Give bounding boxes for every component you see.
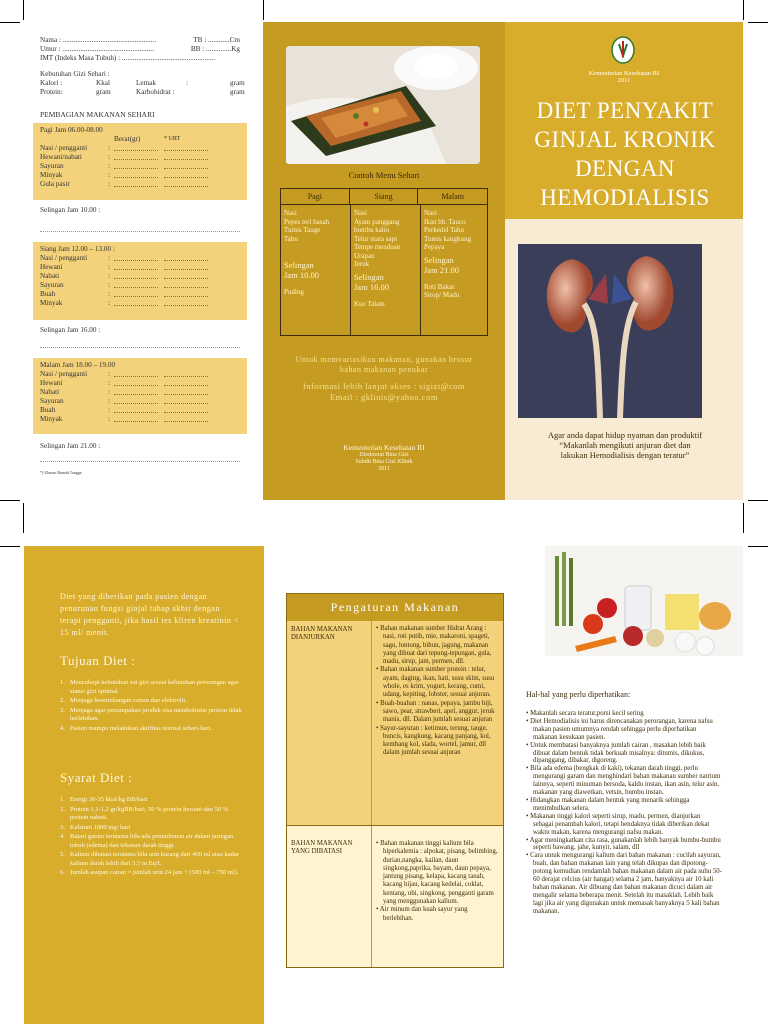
bullet-item: • Agar meningkatkan cita rasa, gunakanlah lebih banyak bumbu-bumbu seperti bawang, jahe, kunyit, salam, dll <box>526 836 721 852</box>
bullet-text: Bahan makanan tinggi kalium bila hiperkalemia : alpokat, pisang, belimbing, durian,nangka, kailan, daun singkong,paprika, bayam, daun pepaya, jantung pisang, kelapa, kacang tanah, kacang hijau, kacang kedelai, coklat, kentang, ubi, singkong, pengganti garam yang menggunakan kalium. <box>380 840 498 906</box>
colon: : <box>108 290 110 298</box>
bullet-text: Bahan makanan sumber protein : telur, ayam, daging, ikan, hati, susu skim, susu whole, es krim, yogurt, kerang, cumi, udang, kepiting, lobster, sesuai anjuran. <box>380 666 495 699</box>
meal-row <box>40 162 240 171</box>
list-number: 1. <box>60 679 65 686</box>
list-text: Pasien mampu melakukan aktifitas normal sehari-hari. <box>70 724 212 732</box>
colon: : <box>108 299 110 307</box>
email-link: Email : gklinis@yahoo.com <box>330 392 438 402</box>
blank-urt <box>164 180 208 187</box>
colon: : <box>108 171 110 179</box>
colon: : <box>108 272 110 280</box>
meal-row <box>40 254 240 263</box>
blank-urt <box>164 263 208 270</box>
meal-malam <box>33 358 247 434</box>
meal-plan-form <box>40 36 245 476</box>
label-gram: gram <box>230 79 245 87</box>
label-colon: : <box>186 79 188 87</box>
bullet-text: Bila ada edema (bengkak di kaki), tekanan darah tinggi, perlu mengurangi garam dan menghindari bahan makanan sumber natrium lainnya, seperti minuman bersoda, kaldu instan, ikan asin, telur asin, makanan yang diawetkan, vetsin, bumbu instan. <box>530 765 721 797</box>
meal-row <box>40 263 240 272</box>
crop-mark <box>263 0 264 20</box>
list-text: Kalium dibatasi terutama bila urin kurang dari 400 ml atau kadar kalium darah lebih dari 5,5 m Eq/L <box>70 851 239 867</box>
blank-urt <box>164 290 208 297</box>
meal-item-label: Minyak <box>40 415 63 423</box>
bullet-text: Air minum dan kuah sayur yang berlebihan. <box>379 906 468 922</box>
crop-mark <box>748 546 768 547</box>
list-item <box>60 824 246 833</box>
blank-berat <box>114 299 158 306</box>
colon: : <box>108 254 110 262</box>
variasi-note: Untuk memvariasikan makanan, gunakan brosur bahan makanan penukar <box>295 355 473 374</box>
meal-row <box>40 144 240 153</box>
title-line: GINJAL KRONIK <box>534 127 716 152</box>
list-number: 2. <box>60 805 65 813</box>
crop-mark <box>743 503 744 533</box>
meal-row <box>40 388 240 397</box>
title-line: DIET PENYAKIT <box>536 98 714 123</box>
blank-urt <box>164 379 208 386</box>
cover-title <box>515 96 735 212</box>
meal-row <box>40 180 240 189</box>
food-photo <box>286 46 480 164</box>
meal-row <box>40 290 240 299</box>
menu-malam-snack: Roti Bakar Sirop/ Madu <box>424 282 460 299</box>
colon: : <box>108 144 110 152</box>
crop-mark <box>743 0 744 20</box>
label-gram: gram <box>96 88 111 96</box>
meal-item-label: Nasi / pengganti <box>40 370 88 378</box>
colon: : <box>108 162 110 170</box>
list-text: Menjaga keseimbangan cairan dan elektrolit. <box>70 697 187 704</box>
colon: : <box>108 281 110 289</box>
section-pembagian: PEMBAGIAN MAKANAN SEHARI <box>40 110 155 119</box>
meal-item-label: Minyak <box>40 299 63 307</box>
label-lemak: Lemak <box>136 79 156 87</box>
label-dianjurkan: BAHAN MAKANAN DIANJURKAN <box>287 621 371 825</box>
bullet-item: • Cara untuk mengurangi kalium dari bahan makanan : cucilah sayuran, buah, dan bahan makanan lain yang telah dikupas dan dipotong-potong kemudian rendamlah bahan makanan dalam air pada suhu 50-60 derajat celcius (air hangat) selama 2 jam, banyaknya air 10 kali bahan makanan. Air dibuang dan bahan makanan dicuci dalam air mengalir selama beberapa menit. Setelah itu masaklah. Lebih baik lagi jika air yang digunakan untuk memasak banyaknya 5 kali bahan makanan. <box>526 852 722 915</box>
meal-item-label: Nabati <box>40 388 60 396</box>
list-text: Kalsium 1000 mg/ hari <box>70 823 131 831</box>
meal-item-label: Nabati <box>40 272 60 280</box>
menu-heading: Contoh Menu Sehari <box>348 170 420 180</box>
meal-row <box>40 397 240 406</box>
blank-berat <box>114 144 158 151</box>
list-number: 2. <box>60 697 65 704</box>
list-number: 3. <box>60 823 65 831</box>
list-number: 4. <box>60 833 65 840</box>
meal-siang-title: Siang Jam 12.00 – 13.00 : <box>40 245 115 253</box>
list-number: 6. <box>60 869 65 876</box>
label-kkal: Kkal <box>96 79 110 87</box>
kemenkes-label: Kementerian Kesehatan RI <box>343 443 425 452</box>
meal-item-label: Buah <box>40 406 56 414</box>
menu-pagi-items: Nasi Pepes teri basah Tumis Tauge Tahu <box>284 209 330 243</box>
col-urt: * URT <box>164 136 181 142</box>
meal-item-label: Sayuran <box>40 162 64 170</box>
blank-berat <box>114 281 158 288</box>
form-kebutuhan: Kebutuhan Gizi Sehari : <box>40 70 110 78</box>
blank-urt <box>164 254 208 261</box>
bullet-item: • Sayur-sayuran : ketimun, terung, tauge, buncis, kangkung, kacang panjang, kol, kembang kol, slada, wortel, jamur, dll dalam jumlah sesuai anjuran <box>376 724 491 757</box>
list-item <box>60 796 246 805</box>
label-kalori: Kalori : <box>40 79 63 87</box>
blank-berat <box>114 272 158 279</box>
tujuan-title: Tujuan Diet : <box>60 653 136 668</box>
meal-pagi <box>33 123 247 200</box>
meal-siang <box>33 242 247 320</box>
subdit-label: Subdit Bina Gizi Klinik <box>355 459 413 465</box>
diet-intro: Diet yang diberikan pada pasien dengan penurunan fungsi ginjal tahap akhir dengan terapi pengganti, jika hasil tes kliren kreatinin < 15 ml/ menit. <box>60 592 239 637</box>
blank-berat <box>114 379 158 386</box>
colon: : <box>108 388 110 396</box>
blank-berat <box>114 370 158 377</box>
title-line: HEMODIALISIS <box>540 185 710 210</box>
crop-mark <box>0 546 20 547</box>
blank-berat <box>114 263 158 270</box>
diet-info-panel <box>24 546 264 1024</box>
bullet-text: Makanan tinggi kalori seperti sirup, madu, permen, dianjurkan sebagai penambah kalori, tetapi hendaknya tidak diberikan dekat waktu makan, karena mengurangi nafsu makan. <box>530 812 710 836</box>
col-malam: Malam <box>441 192 464 201</box>
bullet-item: • Makanan tinggi kalori seperti sirup, madu, permen, dianjurkan sebagai penambah kalori, tetapi hendaknya tidak diberikan dekat waktu makan, karena mengurangi nafsu makan. <box>526 812 710 836</box>
meal-row <box>40 299 240 308</box>
meal-row <box>40 281 240 290</box>
blank-berat <box>114 180 158 187</box>
bullet-text: Hidangkan makanan dalam bentuk yang menarik sehingga menimbulkan selera. <box>530 796 690 812</box>
menu-pagi-snack: Puding <box>284 288 304 296</box>
colon: : <box>108 397 110 405</box>
footnote-urt: *) Ukuran Rumah Tangga <box>40 470 82 475</box>
bullet-text: Diet Hemodialisis ini harus direncanakan perorangan, karena nafsu makan pasien umumnya rendah sehingga perlu diperhatikan makanan kesukaan pasien. <box>530 717 713 741</box>
blank-berat <box>114 388 158 395</box>
blank-urt <box>164 144 208 151</box>
meal-row <box>40 171 240 180</box>
bullet-text: Sayur-sayuran : ketimun, terung, tauge, buncis, kangkung, kacang panjang, kol, kembang kol, slada, wortel, jamur, dll dalam jumlah sesuai anjuran <box>380 724 491 757</box>
blank-berat <box>114 406 158 413</box>
year-label: 2011 <box>378 466 390 472</box>
list-item <box>60 679 246 696</box>
meal-row <box>40 415 240 424</box>
blank-berat <box>114 397 158 404</box>
list-item <box>60 833 246 850</box>
bullet-text: Makanlah secara teratur,porsi kecil sering <box>530 710 644 717</box>
meal-row <box>40 272 240 281</box>
cover-ministry: Kementerian Kesehatan RI <box>588 70 660 77</box>
meal-item-label: Hewani <box>40 379 63 387</box>
meal-item-label: Buah <box>40 290 56 298</box>
menu-table <box>280 188 488 336</box>
bullet-item: • Diet Hemodialisis ini harus direncanakan perorangan, karena nafsu makan pasien umumnya rendah sehingga perlu diperhatikan makanan kesukaan pasien. <box>526 717 713 741</box>
bullet-item: • Bahan makanan sumber protein : telur, ayam, daging, ikan, hati, susu skim, susu whole, es krim, yogurt, kerang, cumi, udang, kepiting, lobster, sesuai anjuran. <box>376 666 495 699</box>
cover-year: 2011 <box>617 77 631 84</box>
bullet-text: Agar meningkatkan cita rasa, gunakanlah lebih banyak bumbu-bumbu seperti bawang, jahe, kunyit, salam, dll <box>529 836 721 852</box>
meal-item-label: Hewani <box>40 263 63 271</box>
colon: : <box>108 153 110 161</box>
blank-berat <box>114 171 158 178</box>
bullet-text: Bahan makanan sumber Hidrat Arang : nasi, roti putih, mie, makaroni, spageti, sagu, lontong, bihun, jagung, makanan yang dibuat dari tepung-tepungan, gula, madu, sirup, jam, permen, dll. <box>380 625 492 666</box>
colon: : <box>108 263 110 271</box>
label-protein: Protein: <box>40 88 63 96</box>
list-text: Energi 30-35 kkal/kg BB/hari <box>70 796 148 803</box>
form-bb: BB : ..............Kg <box>190 45 240 53</box>
crop-mark <box>748 22 768 23</box>
colon: : <box>108 370 110 378</box>
meal-pagi-title: Pagi Jam 06.00-08.00 <box>40 126 103 134</box>
bullet-text: Buah-buahan : nanas, pepaya, jambu biji, sawo, pear, strawberi, apel, anggur, jeruk manis, dll. Dalam jumlah sesuai anjuran <box>380 699 495 724</box>
form-nama: Nama : .................................................... <box>40 36 157 44</box>
crop-mark <box>0 500 20 501</box>
list-number: 1. <box>60 796 65 803</box>
list-number: 4. <box>60 724 65 732</box>
meal-item-label: Hewani/nabati <box>40 153 82 161</box>
col-pagi: Pagi <box>281 189 350 205</box>
menu-malam-items: Nasi Ikan bb. Tauco Perkedel Tahu Tumis kangkung Pepaya <box>424 209 472 251</box>
colon: : <box>108 415 110 423</box>
list-item <box>60 869 246 878</box>
blank-urt <box>164 171 208 178</box>
list-item <box>60 697 246 706</box>
bullet-item: • Bahan makanan tinggi kalium bila hiperkalemia : alpokat, pisang, belimbing, durian,nangka, kailan, daun singkong,paprika, bayam, daun pepaya, jantung pisang, kelapa, kacang tanah, kacang hijau, kacang kedelai, coklat, kentang, ubi, singkong, pengganti garam yang menggunakan kalium. <box>376 840 498 906</box>
list-item <box>60 725 246 734</box>
list-text: Menjaga agar penumpukan produk sisa metabolisme protein tidak berlebihan. <box>70 706 242 722</box>
selingan-21: Selingan Jam 21.00 : <box>40 434 240 462</box>
menu-siang-snack: Kue Talam <box>354 299 385 308</box>
blank-berat <box>114 153 158 160</box>
bullet-item: • Bila ada edema (bengkak di kaki), tekanan darah tinggi, perlu mengurangi garam dan menghindari bahan makanan sumber natrium lainnya, seperti minuman bersoda, kaldu instan, ikan asin, telur asin, makanan yang diawetkan, vetsin, bumbu instan. <box>526 765 721 797</box>
title-line: DENGAN <box>574 156 676 181</box>
bullet-item: • Makanlah secara teratur,porsi kecil sering <box>526 710 644 717</box>
blank-urt <box>164 406 208 413</box>
blank-urt <box>164 388 208 395</box>
blank-urt <box>164 397 208 404</box>
meal-item-label: Nasi / pengganti <box>40 144 88 152</box>
meal-item-label: Sayuran <box>40 397 64 405</box>
cover-tagline: Agar anda dapat hidup nyaman dan produktif “Makanlah mengikuti anjuran diet dan lakukan Hemodialisis dengan teratur” <box>547 430 703 460</box>
meal-item-label: Gula pasir <box>40 180 70 188</box>
bullet-item: • Hidangkan makanan dalam bentuk yang menarik sehingga menimbulkan selera. <box>526 796 690 812</box>
crop-mark <box>748 500 768 501</box>
colon: : <box>108 180 110 188</box>
colon: : <box>108 379 110 387</box>
menu-siang-selingan: Selingan Jam 16.00 <box>354 271 389 292</box>
label-karbo: Karbohidrat : <box>136 88 175 96</box>
label-dibatasi: BAHAN MAKANAN YANG DIBATASI <box>287 826 371 967</box>
label-gram: gram <box>230 88 245 96</box>
list-text: Jumlah asupan cairan = jumlah urin 24 jam + (500 ml – 750 ml). <box>70 869 239 876</box>
meal-row <box>40 153 240 162</box>
list-text: Mencukupi kebutuhan zat gizi sesuai kebutuhan perorangan agar status gizi optimal. <box>70 679 239 695</box>
kemenkes-logo <box>610 36 636 66</box>
crop-mark <box>23 0 24 20</box>
bullet-item: • Buah-buahan : nanas, pepaya, jambu biji, sawo, pear, strawberi, apel, anggur, jeruk manis, dll. Dalam jumlah sesuai anjuran <box>376 699 495 724</box>
bullet-text: Cara untuk mengurangi kalium dari bahan makanan : cucilah sayuran, buah, dan bahan makanan lain yang telah dikupas dan dipotong-potong kemudian rendamlah bahan makanan dalam air pada suhu 50-60 derajat celcius (air hangat) selama 2 jam, banyaknya air 10 kali bahan makanan. Air dibuang dan bahan makanan dicuci dalam air mengalir selama beberapa menit. Setelah itu masaklah. Lebih baik lagi jika air yang digunakan untuk memasak banyaknya 5 kali bahan makanan. <box>530 852 722 915</box>
list-item <box>60 806 246 823</box>
blank-berat <box>114 254 158 261</box>
form-umur: Umur : ................................................... <box>40 45 154 53</box>
form-tb: TB : ............Cm <box>193 36 240 44</box>
blank-urt <box>164 162 208 169</box>
syarat-title: Syarat Diet : <box>60 770 133 785</box>
selingan-16: Selingan Jam 16.00 : <box>40 320 240 348</box>
list-item <box>60 851 246 868</box>
menu-pagi-selingan: Selingan Jam 10.00 <box>284 260 319 280</box>
meal-row <box>40 370 240 379</box>
list-item <box>60 707 246 724</box>
list-number: 3. <box>60 706 65 714</box>
col-berat: Berat(gr) <box>114 135 141 143</box>
fruit-photo <box>545 546 743 680</box>
kidney-illustration <box>518 244 702 418</box>
crop-mark <box>23 503 24 533</box>
blank-urt <box>164 299 208 306</box>
blank-urt <box>164 281 208 288</box>
blank-berat <box>114 290 158 297</box>
meal-item-label: Nasi / pengganti <box>40 254 88 262</box>
meal-item-label: Sayuran <box>40 281 64 289</box>
pengaturan-table <box>286 593 504 968</box>
blank-urt <box>164 370 208 377</box>
col-siang: Siang <box>350 189 419 205</box>
meal-malam-title: Malam Jam 18.00 – 19.00 <box>40 361 116 369</box>
selingan-10: Selingan Jam 10.00 : <box>40 200 240 232</box>
crop-mark <box>0 22 20 23</box>
form-imt: IMT (Indeks Masa Tubuh) : .................................................... <box>40 54 216 62</box>
list-text: Batasi garam terutama bila ada penimbunan air dalam jaringan tubuh (edema) dan tekanan darah tinggi. <box>70 833 234 849</box>
list-text: Protein 1,1-1,2 gr/kgBB/hari, 50 % protein hewani dan 50 % protein nabati. <box>70 805 229 821</box>
blank-urt <box>164 153 208 160</box>
colon: : <box>108 406 110 414</box>
direktorat-label: Direktorat Bina Gizi <box>359 452 409 458</box>
meal-item-label: Minyak <box>40 171 63 179</box>
meal-row <box>40 406 240 415</box>
pengaturan-title: Pengaturan Makanan <box>287 594 503 621</box>
bullet-item: • Bahan makanan sumber Hidrat Arang : nasi, roti putih, mie, makaroni, spageti, sagu, lontong, bihun, jagung, makanan yang dibuat dari tepung-tepungan, gula, madu, sirup, jam, permen, dll. <box>376 625 492 666</box>
meal-row <box>40 379 240 388</box>
bullet-item: • Air minum dan kuah sayur yang berlebihan. <box>376 906 468 922</box>
bullet-item: • Untuk membatasi banyaknya jumlah cairan , masakan lebih baik dibuat dalam bentuk tidak berkuah misalnya: ditumis, dikukus, dipanggang, dibakar, digoreng. <box>526 741 706 765</box>
list-number: 5. <box>60 851 65 858</box>
menu-malam-selingan: Selingan Jam 21.00 <box>424 254 459 275</box>
blank-berat <box>114 415 158 422</box>
hal-title: Hal-hal yang perlu diperhatikan: <box>526 690 631 699</box>
bullet-text: Untuk membatasi banyaknya jumlah cairan , masakan lebih baik dibuat dalam bentuk tidak berkuah misalnya: ditumis, dikukus, dipanggang, dibakar, digoreng. <box>530 741 706 765</box>
blank-urt <box>164 415 208 422</box>
info-link: Informasi lebih lanjut akses : sigizi@com <box>302 381 466 391</box>
menu-siang-items: Nasi Ayam panggang bumbu kalio Telur mata sapi Tempe mendoan Urapan Jeruk <box>354 209 401 268</box>
blank-berat <box>114 162 158 169</box>
blank-urt <box>164 272 208 279</box>
